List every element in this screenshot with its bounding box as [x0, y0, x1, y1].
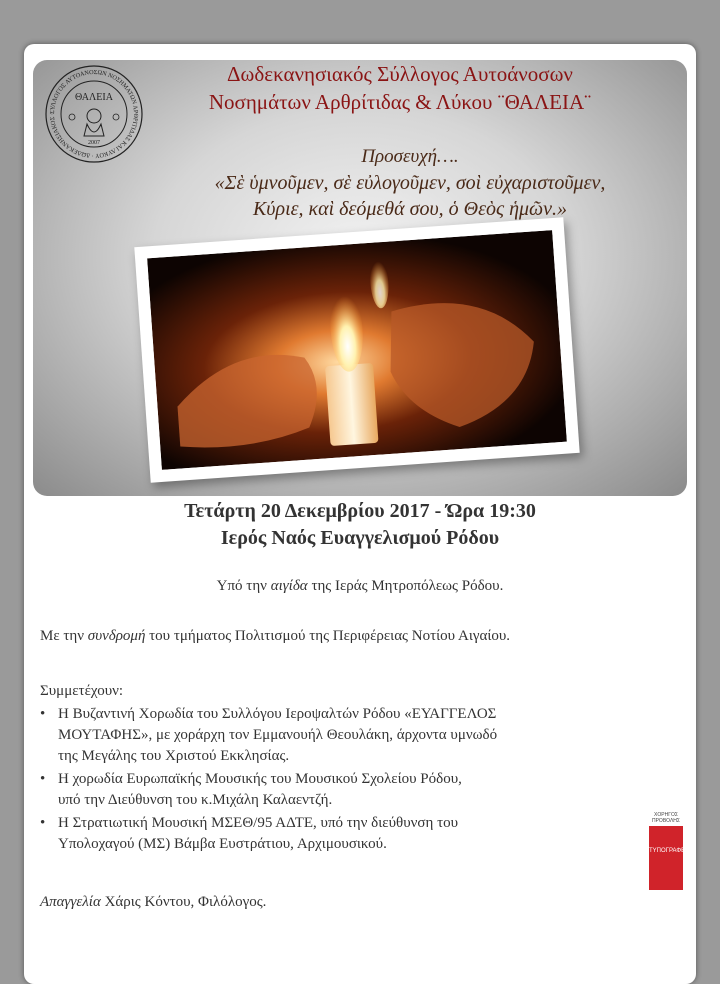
- prayer-line-1: «Σὲ ὑμνοῦμεν, σὲ εὐλογοῦμεν, σοὶ εὐχαριστοῦμεν,: [214, 172, 606, 194]
- recital-text: Χάρις Κόντου, Φιλόλογος.: [100, 894, 267, 910]
- participants-list: [40, 704, 660, 855]
- svg-text:ΘΑΛΕΙΑ: ΘΑΛΕΙΑ: [75, 92, 113, 103]
- aegis-line: [40, 578, 680, 595]
- organization-line-1: Δωδεκανησιακός Σύλλογος Αυτοάνοσων: [227, 62, 573, 86]
- aegis-emphasis: αιγίδα: [270, 578, 308, 594]
- participant-3-line-1: • Η Στρατιωτική Μουσική ΜΣΕΘ/95 ΑΔΤΕ, υπό την διεύθυνση του: [58, 815, 459, 831]
- support-text-before: Με την: [40, 628, 88, 644]
- prayer-block: [110, 144, 710, 222]
- list-item: [40, 769, 660, 811]
- participant-1-line-3: της Μεγάλης του Χριστού Εκκλησίας.: [58, 748, 290, 764]
- support-text-after: του τμήματος Πολιτισμού της Περιφέρειας Νοτίου Αιγαίου.: [145, 628, 511, 644]
- sponsor-block: [646, 812, 692, 902]
- participant-2-line-2: υπό την Διεύθυνση του κ.Μιχάλη Καλαεντζή.: [58, 792, 333, 808]
- event-datetime: Τετάρτη 20 Δεκεμβρίου 2017 - Ώρα 19:30: [184, 500, 536, 522]
- participant-1-line-1: • Η Βυζαντινή Χορωδία του Συλλόγου Ιεροψαλτών Ρόδου «ΕΥΑΓΓΕΛΟΣ: [58, 706, 497, 722]
- list-item: [40, 704, 660, 767]
- participants-section: [40, 681, 660, 857]
- svg-text:ΣΥΛΛΟΓΟΣ ΑΥΤΟΑΝΟΣΩΝ ΝΟΣΗΜΑΤΩΝ: ΣΥΛΛΟΓΟΣ ΑΥΤΟΑΝΟΣΩΝ ΝΟΣΗΜΑΤΩΝ ΑΡΘΡΙΤΙΔΑΣ ΚΑΙ ΛΥΚΟΥ · ΔΩΔΕΚΑΝΗΣΙΑΚΟΣ ·: [48, 68, 140, 160]
- event-venue: Ιερός Ναός Ευαγγελισμού Ρόδου: [220, 527, 500, 549]
- participant-1-line-2: ΜΟΥΤΑΦΗΣ», με χοράρχη τον Εμμανουήλ Θεουλάκη, άρχοντα υμνωδό: [58, 727, 498, 743]
- participant-3-line-2: Υπολοχαγού (ΜΣ) Βάμβα Ευστράτιου, Αρχιμουσικού.: [58, 836, 387, 852]
- prayer-heading: Προσευχή….: [361, 146, 459, 167]
- recital-line: [40, 894, 540, 911]
- aegis-text-after: της Ιεράς Μητροπόλεως Ρόδου.: [307, 578, 504, 594]
- candle-photo: [134, 217, 579, 482]
- prayer-line-2: Κύριε, καὶ δεόμεθά σου, ὁ Θεὸς ἡμῶν.»: [252, 198, 568, 220]
- sponsor-label-2: ΠΡΟΒΟΛΗΣ: [651, 818, 680, 824]
- participants-heading: Συμμετέχουν:: [40, 683, 124, 699]
- support-line: [40, 628, 680, 645]
- sponsor-logo: ΤΥΠΟΓΡΑΦΕΙΟ: [649, 826, 683, 890]
- candle-hands-image: [147, 230, 567, 470]
- event-info: [60, 498, 660, 552]
- aegis-text-before: Υπό την: [216, 578, 271, 594]
- list-item: [40, 813, 660, 855]
- organization-title: [160, 60, 640, 116]
- participant-2-line-1: • Η χορωδία Ευρωπαϊκής Μουσικής του Μουσικού Σχολείου Ρόδου,: [58, 771, 462, 787]
- sponsor-label-1: ΧΟΡΗΓΟΣ: [654, 812, 678, 818]
- svg-text:2007: 2007: [88, 140, 100, 146]
- support-emphasis: συνδρομή: [87, 628, 146, 644]
- recital-emphasis: Απαγγελία: [40, 894, 101, 910]
- organization-line-2: Νοσημάτων Αρθρίτιδας & Λύκου ¨ΘΑΛΕΙΑ¨: [208, 90, 592, 114]
